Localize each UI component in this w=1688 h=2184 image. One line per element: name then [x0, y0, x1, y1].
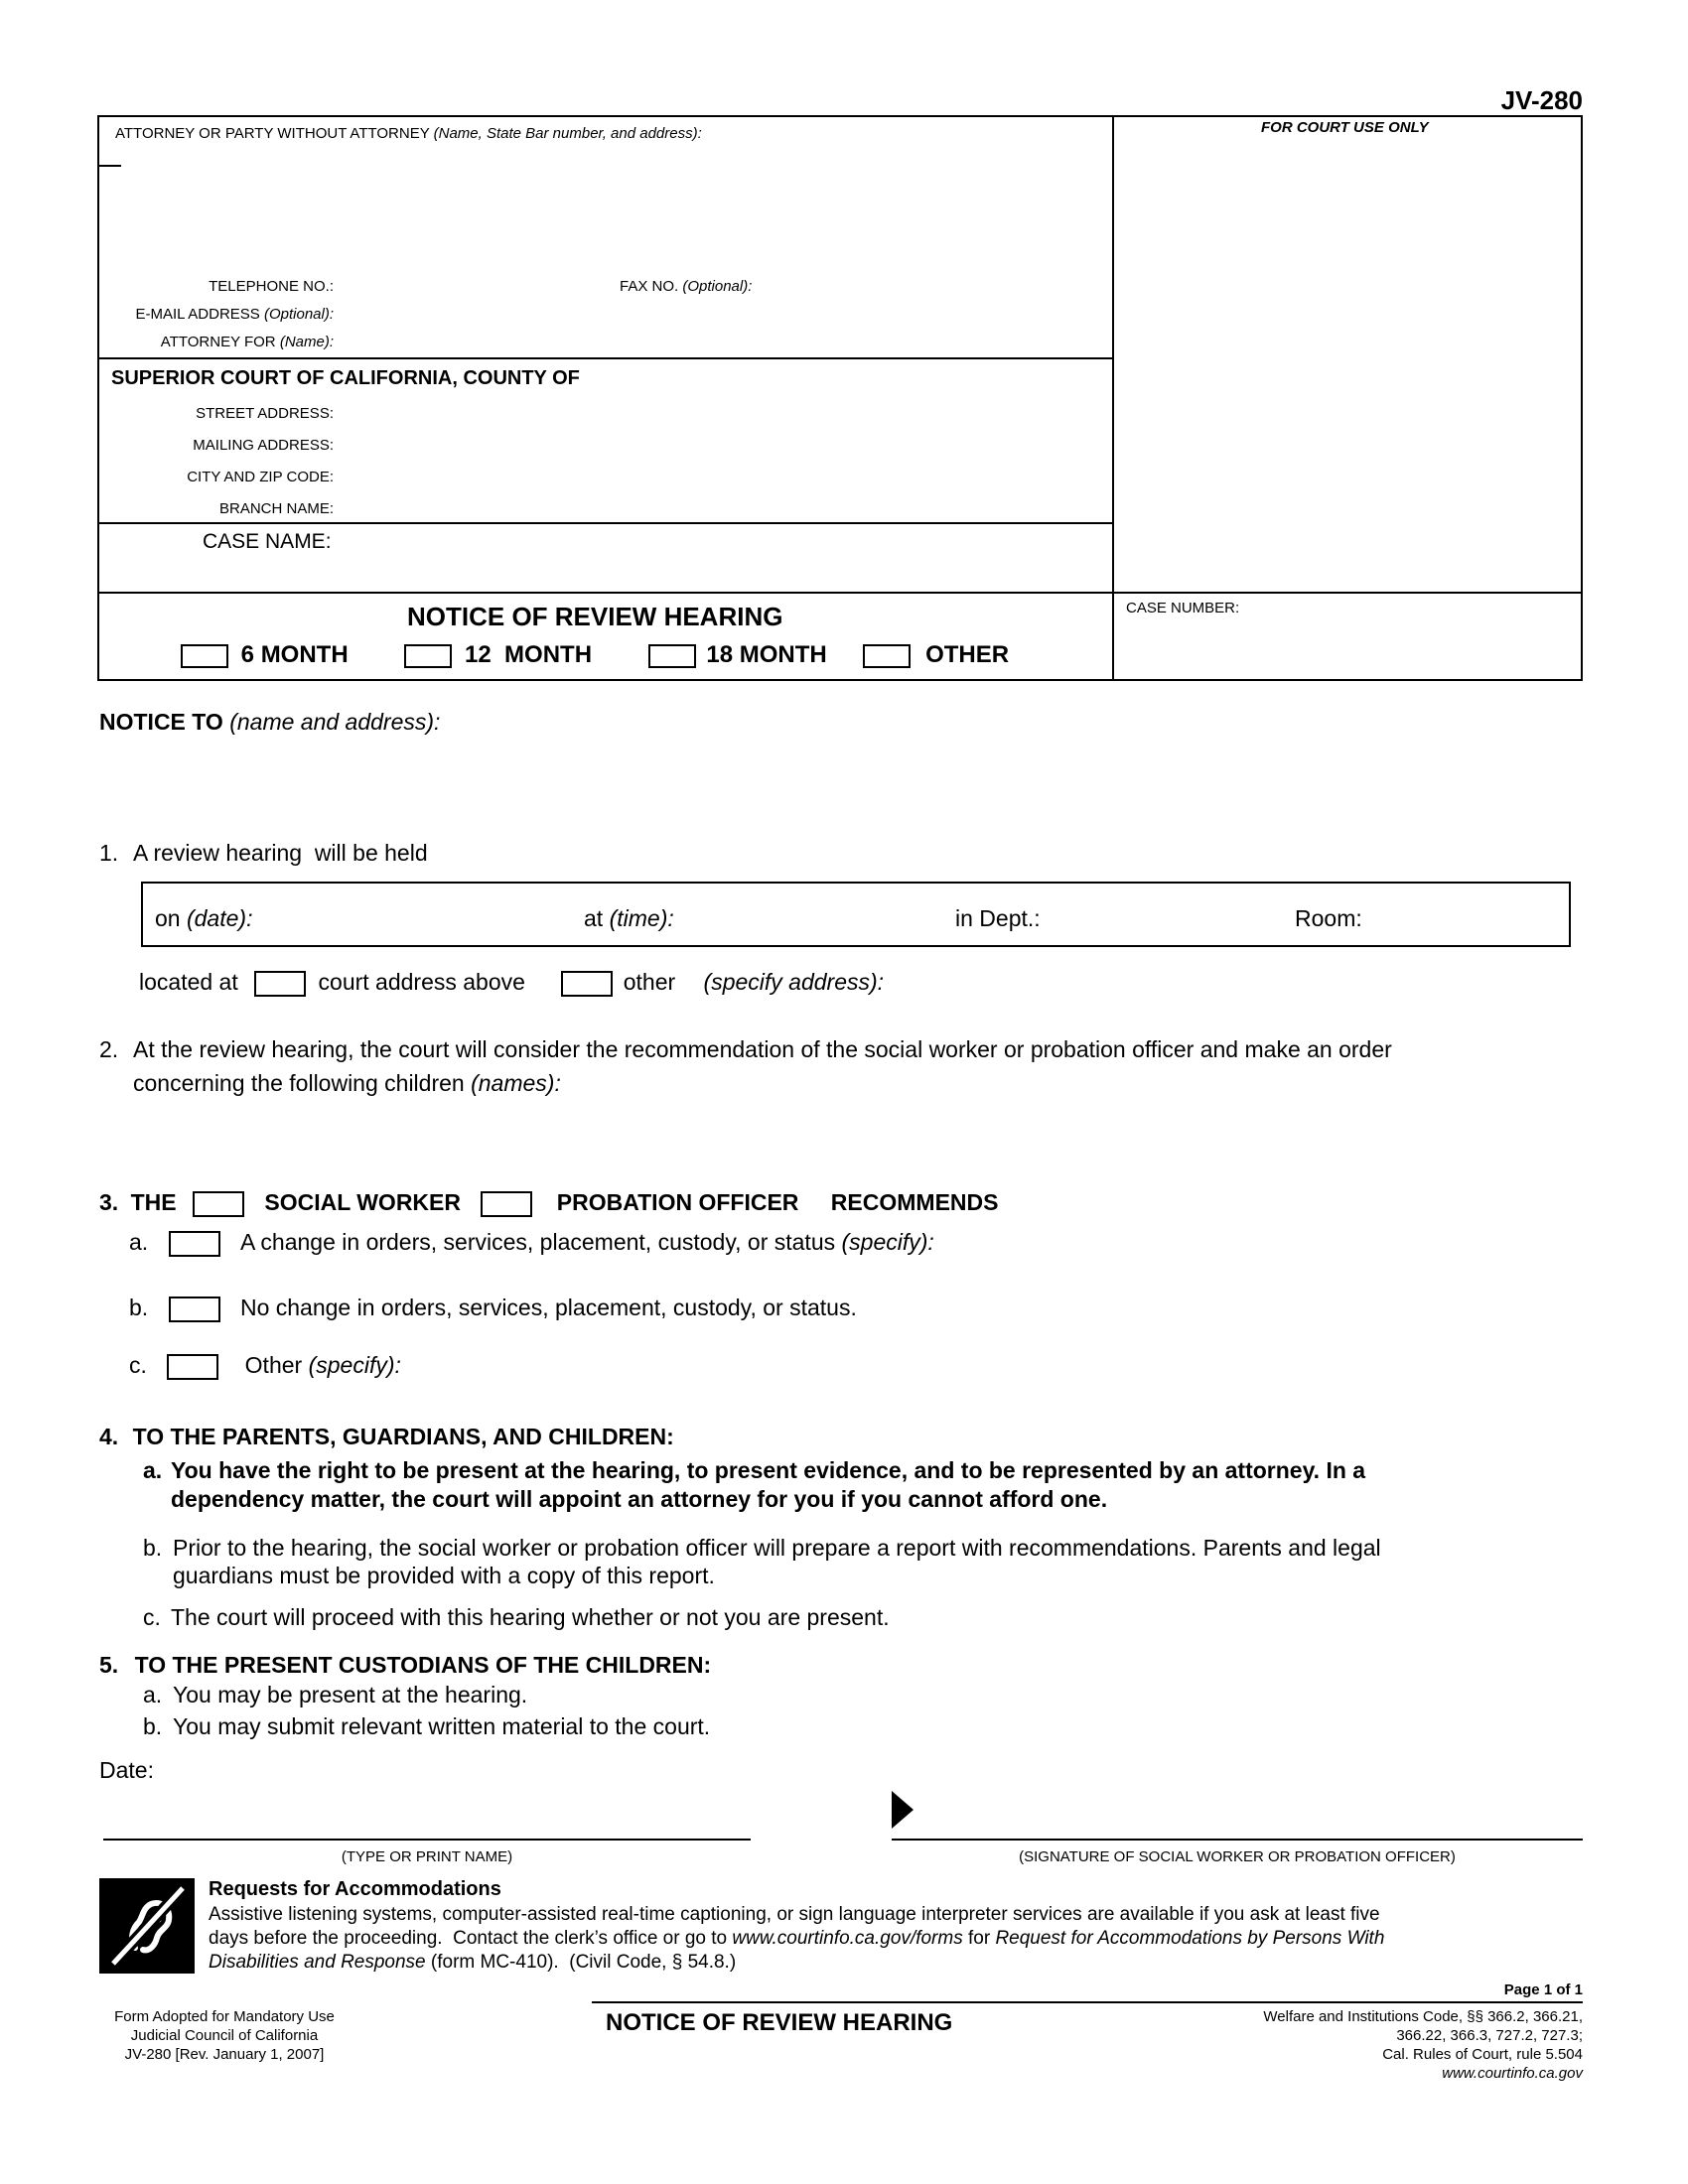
- hearing-room-label: Room:: [1295, 905, 1362, 931]
- attorney-input[interactable]: [115, 149, 1098, 268]
- footer-right: Welfare and Institutions Code, §§ 366.2, 366.21, 366.22, 366.3, 727.2, 727.3; Cal. Rules of Court, rule 5.504 www.courtinfo.ca.gov: [1263, 2008, 1583, 2082]
- hearing-time-label: at (time):: [584, 905, 674, 931]
- name-line: [103, 1839, 751, 1841]
- courtinfo-forms-link[interactable]: www.courtinfo.ca.gov/forms: [732, 1928, 963, 1949]
- court-use-label: FOR COURT USE ONLY: [1261, 119, 1429, 136]
- option-6-month-checkbox[interactable]: [181, 644, 228, 668]
- mailing-input[interactable]: [340, 433, 1094, 457]
- item5b-text: You may submit relevant written material to the court.: [173, 1713, 711, 1739]
- fax-input[interactable]: [774, 274, 1092, 298]
- divider-court-casename: [97, 522, 1114, 524]
- hearing-type-options: [181, 641, 1009, 669]
- item3c-checkbox[interactable]: [167, 1354, 218, 1380]
- hearing-time-input[interactable]: [689, 899, 937, 933]
- item4c-text: The court will proceed with this hearing whether or not you are present.: [171, 1604, 890, 1630]
- item5b-letter: b.: [143, 1713, 163, 1739]
- located-label: located at: [139, 969, 238, 995]
- telephone-input[interactable]: [340, 274, 608, 298]
- divider-title-row: [97, 592, 1583, 594]
- accommodations-line3: Disabilities and Response (form MC-410). (Civil Code, § 54.8.): [209, 1952, 737, 1973]
- notice-to-label: NOTICE TO (name and address):: [99, 709, 441, 735]
- footer-rule: [592, 2001, 1583, 2003]
- item1-num: 1.: [99, 840, 119, 866]
- accommodations-title: Requests for Accommodations: [209, 1878, 501, 1900]
- street-input[interactable]: [340, 401, 1094, 425]
- signature-caption: (SIGNATURE OF SOCIAL WORKER OR PROBATION OFFICER): [1019, 1848, 1456, 1865]
- option-18-month-label: 18 MONTH: [706, 641, 827, 668]
- signature-arrow-icon: [892, 1791, 915, 1829]
- court-address-checkbox[interactable]: [254, 971, 306, 997]
- accommodations-line1: Assistive listening systems, computer-assisted real-time captioning, or sign language interpreter services are available if you ask at least five: [209, 1904, 1380, 1925]
- item4b-letter: b.: [143, 1535, 163, 1561]
- other-address-checkbox[interactable]: [561, 971, 613, 997]
- item3a-row: a. A change in orders, services, placement, custody, or status (specify):: [129, 1229, 934, 1255]
- mailing-label: MAILING ADDRESS:: [193, 437, 334, 454]
- branch-label: BRANCH NAME:: [218, 500, 334, 517]
- case-name-label: CASE NAME:: [203, 530, 332, 553]
- attorney-for-input[interactable]: [340, 330, 1094, 353]
- courtinfo-link[interactable]: www.courtinfo.ca.gov: [1442, 2065, 1583, 2082]
- item4a-line2: dependency matter, the court will appoint an attorney for you if you cannot afford one.: [171, 1486, 1108, 1512]
- case-name-input[interactable]: [348, 530, 1092, 580]
- street-label: STREET ADDRESS:: [196, 405, 334, 422]
- hearing-date-input[interactable]: [268, 899, 566, 933]
- option-12-month-checkbox[interactable]: [404, 644, 452, 668]
- item4-heading: 4. TO THE PARENTS, GUARDIANS, AND CHILDREN:: [99, 1424, 674, 1449]
- hearing-date-label: on (date):: [155, 905, 253, 931]
- signature-input[interactable]: [923, 1793, 1583, 1837]
- city-label: CITY AND ZIP CODE:: [187, 469, 334, 485]
- item3b-row: b. No change in orders, services, placement, custody, or status.: [129, 1295, 857, 1320]
- court-title: SUPERIOR COURT OF CALIFORNIA, COUNTY OF: [111, 367, 580, 389]
- name-caption: (TYPE OR PRINT NAME): [341, 1848, 513, 1865]
- hearing-dept-input[interactable]: [1055, 899, 1273, 933]
- hearing-room-input[interactable]: [1370, 899, 1559, 933]
- item4b-line2: guardians must be provided with a copy of this report.: [173, 1563, 715, 1588]
- item2-num: 2.: [99, 1036, 119, 1062]
- item5a-letter: a.: [143, 1682, 163, 1707]
- option-other-label: OTHER: [925, 641, 1010, 668]
- page-number: Page 1 of 1: [1503, 1981, 1583, 1998]
- date-input[interactable]: [169, 1753, 566, 1785]
- accommodations-line2: days before the proceeding. Contact the clerk’s office or go to www.courtinfo.ca.gov/forms for Request for Accommodations by Persons With: [209, 1928, 1385, 1949]
- item2-line1: At the review hearing, the court will consider the recommendation of the social worker or probation officer and make an order: [133, 1036, 1392, 1062]
- attorney-for-label: ATTORNEY FOR (Name):: [160, 334, 334, 350]
- header-divider-vertical: [1112, 115, 1114, 681]
- footer-left: Form Adopted for Mandatory Use Judicial Council of California JV-280 [Rev. January 1, 2007]: [114, 2008, 335, 2063]
- specify-address-hint: (specify address):: [703, 969, 885, 995]
- located-row: [139, 969, 884, 997]
- hearing-dept-label: in Dept.:: [955, 905, 1041, 931]
- item4a-line1: You have the right to be present at the hearing, to present evidence, and to be represented by an attorney. In a: [171, 1457, 1366, 1483]
- email-input[interactable]: [340, 302, 1094, 326]
- case-number-label: CASE NUMBER:: [1126, 600, 1240, 616]
- item5a-text: You may be present at the hearing.: [173, 1682, 528, 1707]
- city-input[interactable]: [340, 465, 1094, 488]
- probation-officer-checkbox[interactable]: [481, 1191, 532, 1217]
- specify-address-input[interactable]: [923, 965, 1569, 999]
- option-6-month-label: 6 MONTH: [240, 641, 349, 668]
- item1-text: A review hearing will be held: [133, 840, 428, 866]
- children-names-input[interactable]: [133, 1102, 1573, 1171]
- email-label: E-MAIL ADDRESS (Optional):: [135, 306, 334, 323]
- notice-to-input[interactable]: [99, 743, 1579, 822]
- form-title: NOTICE OF REVIEW HEARING: [407, 602, 783, 631]
- item3a-checkbox[interactable]: [169, 1231, 220, 1257]
- branch-input[interactable]: [340, 496, 1094, 520]
- social-worker-checkbox[interactable]: [193, 1191, 244, 1217]
- item4a-letter: a.: [143, 1457, 163, 1483]
- item3b-checkbox[interactable]: [169, 1297, 220, 1322]
- option-other-checkbox[interactable]: [863, 644, 911, 668]
- signature-line: [892, 1839, 1583, 1841]
- hearing-assistance-icon: [99, 1878, 195, 1974]
- option-18-month-checkbox[interactable]: [648, 644, 696, 668]
- item4b-line1: Prior to the hearing, the social worker or probation officer will prepare a report with recommendations. Parents and legal: [173, 1535, 1381, 1561]
- item2-line2: concerning the following children (names):: [133, 1070, 561, 1096]
- other-address-label: other: [623, 969, 676, 995]
- item4c-letter: c.: [143, 1604, 161, 1630]
- item3-heading: 3. THE SOCIAL WORKER PROBATION OFFICER RECOMMENDS: [99, 1189, 999, 1215]
- fax-label: FAX NO. (Optional):: [620, 278, 753, 295]
- footer-title: NOTICE OF REVIEW HEARING: [606, 2009, 953, 2036]
- divider-attorney-court: [97, 357, 1114, 359]
- telephone-label: TELEPHONE NO.:: [209, 278, 334, 295]
- item3c-row: c. Other (specify):: [129, 1352, 401, 1378]
- option-12-month-label: 12 MONTH: [465, 641, 593, 668]
- name-input[interactable]: [103, 1793, 749, 1837]
- attorney-label: ATTORNEY OR PARTY WITHOUT ATTORNEY (Name, State Bar number, and address):: [115, 125, 702, 142]
- form-id: JV-280: [1500, 85, 1583, 115]
- case-number-input[interactable]: [1126, 621, 1563, 671]
- court-address-label: court address above: [318, 969, 525, 995]
- item5-heading: 5. TO THE PRESENT CUSTODIANS OF THE CHILDREN:: [99, 1652, 712, 1678]
- date-label: Date:: [99, 1757, 154, 1783]
